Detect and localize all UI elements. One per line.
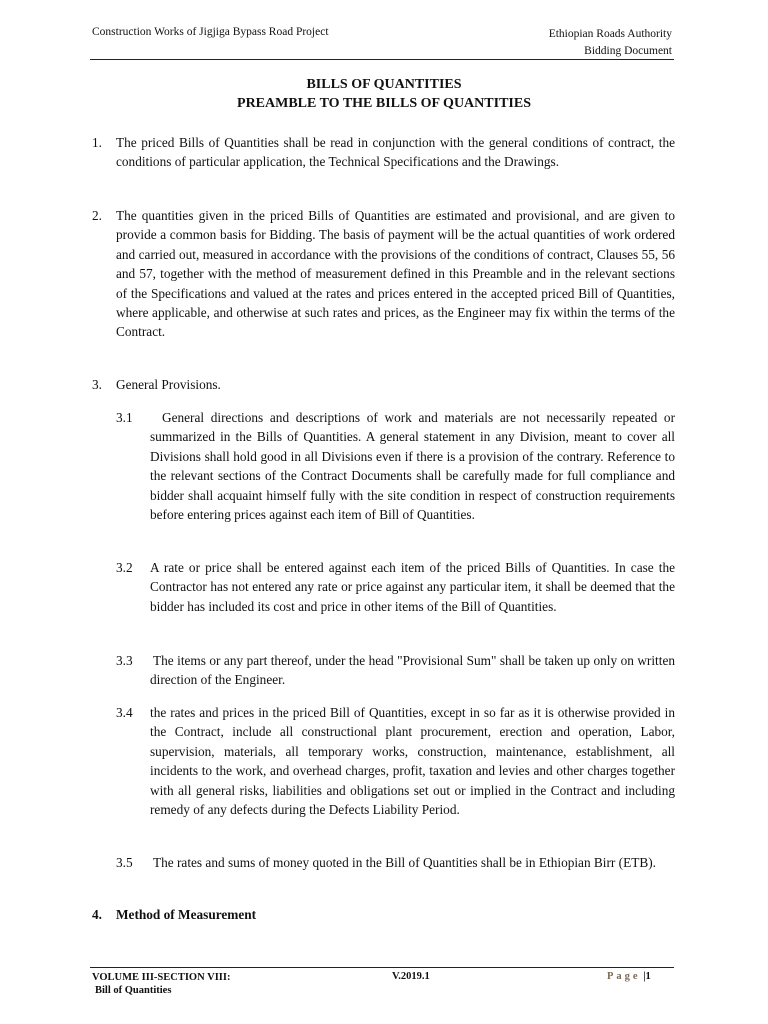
subclause-3-5 xyxy=(116,853,675,872)
header-project-title: Construction Works of Jigjiga Bypass Road Project xyxy=(92,26,329,38)
subclause-3-2 xyxy=(116,558,675,616)
paragraph-text: The priced Bills of Quantities shall be read in conjunction with the general conditions of contract, the conditions of particular application, the Technical Specifications and the Drawings. xyxy=(116,135,675,170)
paragraph-text: The quantities given in the priced Bills of Quantities are estimated and provisional, and are given to provide a common basis for Bidding. The basis of payment will be the actual quantities of work ordered and carried out, measured in accordance with the provisions of the conditions of contract, Clauses 55, 56 and 57, together with the method of measurement defined in this Preamble and in the relevant sections of the Specifications and valued at the rates and prices entered in the accepted priced Bill of Quantities, where applicable, and otherwise at such rates and prices, as the Engineer may fix within the terms of the Contract. xyxy=(116,208,675,340)
footer-version: V.2019.1 xyxy=(392,971,430,982)
section-title: Method of Measurement xyxy=(116,907,257,922)
subclause-text: A rate or price shall be entered against each item of the priced Bills of Quantities. In case the Contractor has not entered any rate or price against any particular item, it shall be deemed that the bidder has included its cost and price in other items of the Bill of Quantities. xyxy=(150,560,675,614)
paragraph-2 xyxy=(92,206,675,342)
page-subtitle: PREAMBLE TO THE BILLS OF QUANTITIES xyxy=(237,96,531,111)
footer-volume-title: Bill of Quantities xyxy=(95,985,172,996)
footer-divider xyxy=(90,967,674,968)
subclause-number: 3.5 xyxy=(116,855,133,870)
footer-page-separator: | xyxy=(643,971,646,982)
subclause-number: 3.4 xyxy=(116,705,133,720)
header-authority xyxy=(549,26,672,60)
subclause-3-1 xyxy=(116,408,675,524)
footer-volume-section: VOLUME III-SECTION VIII: xyxy=(92,972,231,983)
header-document-type: Bidding Document xyxy=(584,45,672,57)
paragraph-number: 2. xyxy=(92,208,102,223)
header-divider xyxy=(90,59,674,60)
footer-volume xyxy=(92,971,230,997)
subclause-number: 3.3 xyxy=(116,653,133,668)
section-4-heading xyxy=(92,905,675,924)
subclause-number: 3.2 xyxy=(116,560,133,575)
footer-page-number: 1 xyxy=(645,971,651,982)
subclause-text: the rates and prices in the priced Bill of Quantities, except in so far as it is otherwise provided in the Contract, include all constructional plant procurement, erection and operation, Labor, supervision, materials, all temporary works, construction, maintenance, establishment, all incidents to the work, and overhead charges, profit, taxation and levies and other charges together with all general risks, liabilities and obligations set out or implied in the Contract and including remedy of any defects during the Defects Liability Period. xyxy=(150,705,675,818)
paragraph-number: 1. xyxy=(92,135,102,150)
subclause-3-4 xyxy=(116,703,675,819)
footer-page xyxy=(607,971,651,982)
subclause-3-3 xyxy=(116,651,675,690)
subclause-number: 3.1 xyxy=(116,410,133,425)
section-number: 4. xyxy=(92,907,102,922)
page-title: BILLS OF QUANTITIES xyxy=(306,77,462,92)
subclause-text: General directions and descriptions of work and materials are not necessarily repeated or summarized in the Bills of Quantities. A general statement in any Division, meant to cover all Divisions shall hold good in all Divisions even if there is a provision of the contrary. Reference to the relevant sections of the Contract Documents shall be carefully made for full compliance and bidder shall acquaint himself fully with the site condition in respect of construction requirements before entering prices against each item of Bill of Quantities. xyxy=(150,410,675,523)
paragraph-text: General Provisions. xyxy=(116,377,221,392)
footer-page-label: Page xyxy=(607,971,641,982)
paragraph-1 xyxy=(92,133,675,172)
subclause-text: The rates and sums of money quoted in the Bill of Quantities shall be in Ethiopian Birr (ETB). xyxy=(153,855,656,870)
paragraph-3 xyxy=(92,375,675,394)
paragraph-number: 3. xyxy=(92,377,102,392)
header-authority-name: Ethiopian Roads Authority xyxy=(548,28,672,40)
subclause-text: The items or any part thereof, under the head "Provisional Sum" shall be taken up only on written direction of the Engineer. xyxy=(150,653,675,688)
